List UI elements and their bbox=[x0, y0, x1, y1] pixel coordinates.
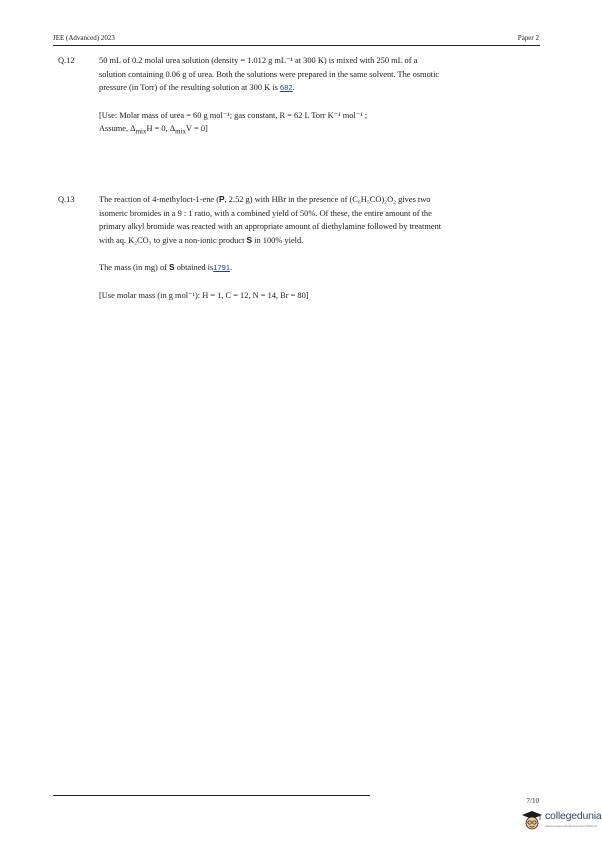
q13-text-line1: The reaction of 4-methyloct-1-ene (P, 2.52 g) with HBr in the presence of (C₆H₅CO)₂O₂ gives two bbox=[99, 194, 431, 204]
exam-header-title: JEE (Advanced) 2023 bbox=[53, 34, 115, 42]
question-13 bbox=[58, 193, 539, 303]
q13-use-note: [Use molar mass (in g mol⁻¹): H = 1, C = 12, N = 14, Br = 80] bbox=[99, 290, 309, 300]
q12-use-note: [Use: Molar mass of urea = 60 g mol⁻¹; gas constant, R = 62 L Torr K⁻¹ mol⁻¹ ; bbox=[99, 110, 368, 120]
question-number: Q.13 bbox=[58, 195, 75, 204]
q13-text-line2: isomeric bromides in a 9 : 1 ratio, with a combined yield of 50%. Of these, the entire amount of the bbox=[99, 208, 432, 218]
q13-text-line3: primary alkyl bromide was reacted with an appropriate amount of diethylamine followed by treatment bbox=[99, 222, 442, 232]
question-12: Q.12 50 mL of 0.2 molal urea solution (density = 1.012 g mL⁻¹ at 300 K) is mixed with 250 mL of a solution containing 0.06 g of urea. Both the solutions were prepared in the same solvent. The osmotic pressure (in Torr) of the resulting solution at 300 K is 682. [Use: Molar mass of urea = 60 g mol⁻¹; gas constant, R = 62 L Torr K⁻¹ mol⁻¹ ; Assume, $\Delta_{mix}H = 0$, $\Delta_{mix}V = 0$] bbox=[58, 56, 440, 137]
graduate-mascot-icon bbox=[521, 810, 543, 832]
q13-question: The mass (in mg) of S obtained is1791. bbox=[99, 262, 233, 273]
header-divider bbox=[53, 45, 540, 46]
q12-text-line3: pressure (in Torr) of the resulting solution at 300 K is bbox=[99, 83, 278, 93]
page-number: 7/10 bbox=[526, 797, 539, 805]
q12-assume-note: Assume, $\Delta_{mix}H = 0$, $\Delta_{mix}V = 0$] bbox=[99, 124, 208, 137]
q13-text-line4: with aq. K₂CO₃ to give a non-ionic product S in 100% yield. bbox=[99, 234, 304, 245]
q12-answer-link[interactable]: 682 bbox=[279, 83, 293, 93]
collegedunia-logo bbox=[521, 808, 602, 836]
q12-text-line2: solution containing 0.06 g of urea. Both the solutions were prepared in the same solvent. The osmotic bbox=[99, 69, 440, 79]
paper-label: Paper 2 bbox=[517, 34, 539, 42]
footer-divider bbox=[53, 795, 370, 796]
logo-tagline: India's largest Student Review Platform bbox=[545, 824, 598, 828]
q12-text-line1: 50 mL of 0.2 molal urea solution (density = 1.012 g mL⁻¹ at 300 K) is mixed with 250 mL of a bbox=[99, 56, 418, 65]
logo-wordmark: collegedunia bbox=[545, 810, 602, 822]
question-number: Q.12 bbox=[58, 56, 75, 65]
q13-answer-link[interactable]: 1791 bbox=[213, 263, 231, 273]
